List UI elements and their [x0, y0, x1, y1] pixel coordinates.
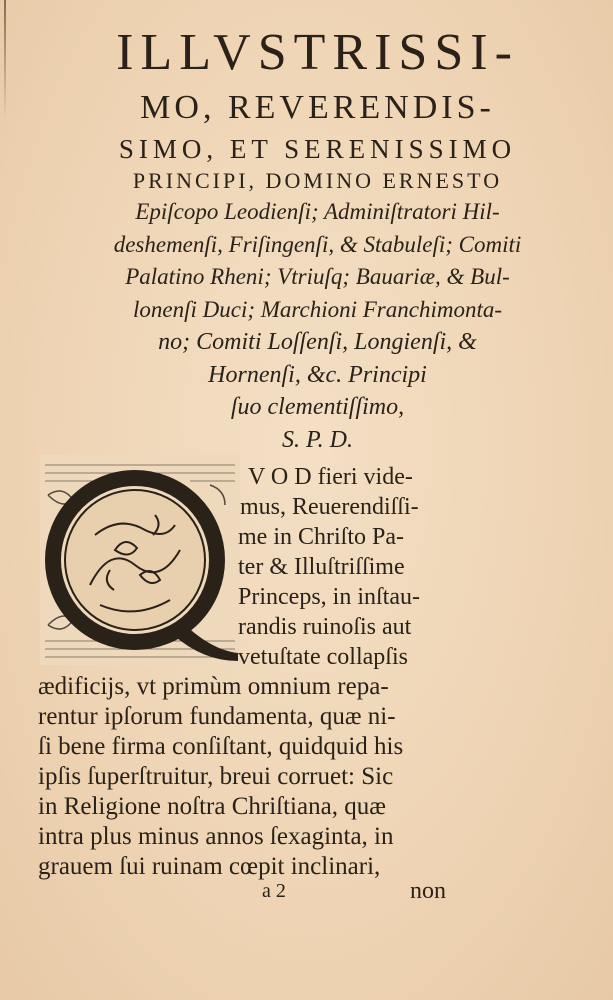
dedication-heading: [20, 22, 595, 456]
catchword: non: [410, 878, 446, 904]
dedication-line: MO, REVERENDIS-: [140, 89, 495, 126]
woodcut-initial-q-icon: [40, 455, 240, 665]
body-line: randis ruinoſis aut: [238, 614, 412, 640]
body-line: ipſis ſuperſtruitur, breui corruet: Sic: [38, 763, 394, 790]
signature-mark: a 2: [262, 880, 286, 902]
body-line: Princeps, in inſtau-: [238, 584, 420, 610]
body-line: mus, Reuerendiſſi-: [240, 494, 419, 520]
dedication-line: ILLVSTRISSI-: [116, 24, 519, 81]
body-line: intra plus minus annos ſexaginta, in: [38, 823, 394, 850]
dedication-line: no; Comiti Loſſenſi, Longienſi, &: [158, 329, 477, 355]
body-line: ter & Illuſtriſſime: [238, 554, 405, 580]
body-line: vetuſtate collapſis: [238, 644, 408, 670]
dedication-line: Epiſcopo Leodienſi; Adminiſtratori Hil-: [135, 199, 500, 224]
body-line: V O D fieri vide-: [248, 464, 413, 490]
body-line: ædificijs, vt primùm omnium repa-: [38, 673, 389, 700]
dedication-line: ſuo clementiſſimo,: [230, 394, 405, 420]
dedication-line: PRINCIPI, DOMINO ERNESTO: [132, 168, 503, 193]
dedication-line: deshemenſi, Friſingenſi, & Stabuleſi; Comiti: [113, 231, 522, 257]
body-line: rentur ipſorum fundamenta, quæ ni-: [38, 703, 396, 730]
dedication-line: lonenſi Duci; Marchioni Franchimonta-: [133, 296, 502, 322]
body-line: me in Chriſto Pa-: [238, 524, 404, 550]
body-line: ſi bene firma conſiſtant, quidquid his: [38, 733, 404, 760]
dedication-line: Hornenſi, &c. Principi: [208, 361, 427, 388]
page-edge-mark: [4, 0, 6, 120]
body-line: in Religione noſtra Chriſtiana, quæ: [38, 793, 386, 820]
dedication-line: Palatino Rheni; Vtriuſq; Bauariæ, & Bul-: [125, 264, 510, 289]
body-line: grauem ſui ruinam cœpit inclinari,: [38, 853, 381, 880]
dedication-line: SIMO, ET SERENISSIMO: [118, 134, 517, 164]
dedication-line: S. P. D.: [282, 426, 353, 453]
